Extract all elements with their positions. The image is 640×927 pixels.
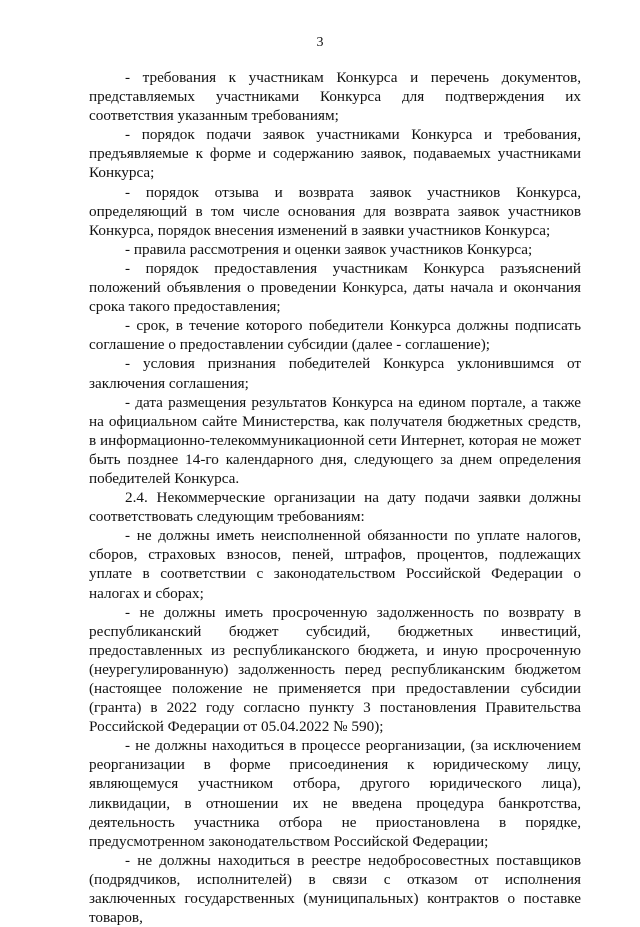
paragraph: - не должны иметь неисполненной обязанности по уплате налогов, сборов, страховых взносов, пеней, штрафов, процентов, подлежащих уплате в соответствии с законодательством Российской Федерации о налогах и сборах; <box>89 527 581 602</box>
paragraph: - срок, в течение которого победители Конкурса должны подписать соглашение о предоставлении субсидии (далее - соглашение); <box>89 317 581 354</box>
paragraph: - порядок подачи заявок участниками Конкурса и требования, предъявляемые к форме и содержанию заявок, подаваемых участниками Конкурса; <box>89 126 581 182</box>
paragraph: - требования к участникам Конкурса и перечень документов, представляемых участниками Конкурса для подтверждения их соответствия указанным требованиям; <box>89 69 581 125</box>
paragraph: - не должны иметь просроченную задолженность по возврату в республиканский бюджет субсидий, бюджетных инвестиций, предоставленных из республиканского бюджета, и иную просроченную (неурегулированную) задолженность перед республиканским бюджетом (настоящее положение не применяется при предоставлении субсидии (гранта) в 2022 году согласно пункту 3 постановления Правительства Российской Федерации от 05.04.2022 № 590); <box>89 603 581 736</box>
paragraph: - порядок отзыва и возврата заявок участников Конкурса, определяющий в том числе основания для возврата заявок участников Конкурса, порядок внесения изменений в заявки участников Конкурса; <box>89 183 581 239</box>
document-body <box>89 68 581 927</box>
paragraph: - условия признания победителей Конкурса уклонившимся от заключения соглашения; <box>89 355 581 392</box>
paragraph: - правила рассмотрения и оценки заявок участников Конкурса; <box>125 240 533 258</box>
paragraph: - не должны находиться в реестре недобросовестных поставщиков (подрядчиков, исполнителей) в связи с отказом от исполнения заключенных государственных (муниципальных) контрактов о поставке товаров, <box>89 851 581 927</box>
paragraph: 2.4. Некоммерческие организации на дату подачи заявки должны соответствовать следующим требованиям: <box>89 489 581 526</box>
paragraph: - дата размещения результатов Конкурса на едином портале, а также на официальном сайте Министерства, как получателя бюджетных средств, в информационно-телекоммуникационной сети Интернет, которая не может быть позднее 14-го календарного дня, следующего за днем определения победителей Конкурса. <box>89 393 581 487</box>
paragraph: - не должны находиться в процессе реорганизации, (за исключением реорганизации в форме присоединения к юридическому лицу, являющемуся участником отбора, другого юридического лица), ликвидации, в отношении их не введена процедура банкротства, деятельность участника отбора не приостановлена в порядке, предусмотренном законодательством Российской Федерации; <box>89 737 581 850</box>
page-number: 3 <box>316 35 324 50</box>
paragraph: - порядок предоставления участникам Конкурса разъяснений положений объявления о проведении Конкурса, даты начала и окончания срока такого предоставления; <box>89 259 581 316</box>
